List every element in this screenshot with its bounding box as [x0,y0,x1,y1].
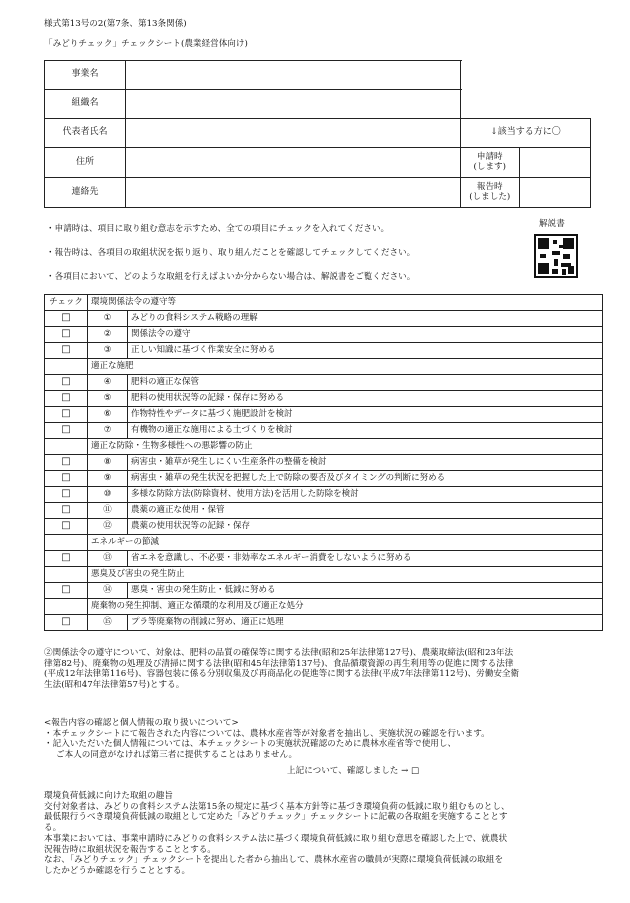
checkbox[interactable]: □ [45,583,88,599]
form-number: 様式第13号の2(第7条、第13条関係) [44,19,187,29]
section-header: 適正な防除・生物多様性への悪影響の防止 [88,439,603,455]
section-header: 廃棄物の発生抑制、適正な循環的な利用及び適正な処分 [88,599,603,615]
report-time-label: 報告時 (しました) [461,178,519,207]
item-number: ⑧ [88,455,128,471]
representative-label: 代表者氏名 [45,119,126,148]
report-time-mark-cell[interactable] [519,178,590,207]
manual-qr-code[interactable] [534,234,578,278]
checkbox[interactable]: □ [45,487,88,503]
representative-field[interactable] [126,119,461,148]
business-name-field[interactable] [126,61,461,90]
item-number: ⑩ [88,487,128,503]
note-manual: ・各項目において、どのような取組を行えばよいか分からない場合は、解説書をご覧ください。 [46,272,416,282]
section-header: 悪臭及び害虫の発生防止 [88,567,603,583]
item-number: ⑭ [88,583,128,599]
checkbox[interactable]: □ [45,375,88,391]
item-text: 関係法令の遵守 [128,327,603,343]
section-header: 適正な施肥 [88,359,603,375]
business-name-label: 事業名 [45,61,126,90]
address-label: 住所 [45,148,126,178]
item-text: 農薬の適正な使用・保管 [128,503,603,519]
item-number: ⑮ [88,615,128,631]
item-number: ④ [88,375,128,391]
checklist-table [44,294,603,631]
law-note: ②関係法令の遵守について、対象は、肥料の品質の確保等に関する法律(昭和25年法律第127号)、農薬取締法(昭和23年法 律第82号)、廃棄物の処理及び清掃に関する法律(昭和45年法律第137号)、食品循環資源の再生利用等の促進に関する法律 (平成12年法律第116号)、容器包装に係る分別収集及び再商品化の促進等に関する法律(平成7年法律第112号)、労働安全衛 生法(昭和47年法律第57号)とする。 [44,648,520,691]
checkbox[interactable]: □ [45,503,88,519]
item-text: 省エネを意識し、不必要・非効率なエネルギー消費をしないように努める [128,551,603,567]
contact-label: 連絡先 [45,178,126,208]
item-number: ⑪ [88,503,128,519]
sheet-title: 「みどりチェック」チェックシート(農業経営体向け) [44,39,248,49]
item-number: ⑫ [88,519,128,535]
item-number: ⑥ [88,407,128,423]
item-text: 作物特性やデータに基づく施肥設計を検討 [128,407,603,423]
checkbox[interactable]: □ [45,615,88,631]
checkbox[interactable]: □ [45,407,88,423]
item-number: ⑦ [88,423,128,439]
item-number: ⑤ [88,391,128,407]
checkbox[interactable]: □ [45,423,88,439]
privacy-section: <報告内容の確認と個人情報の取り扱いについて> ・本チェックシートにて報告された内容については、農林水産省等が対象者を抽出し、実施状況の確認を行います。 ・記入いただいた個人情報については、本チェックシートの実施状況確認のために農林水産省等で使用し、 ご本人の同意がなければ第三者に提供することはありません。 [44,718,490,761]
item-text: 多様な防除方法(防除資材、使用方法)を活用した防除を検討 [128,487,603,503]
item-number: ① [88,311,128,327]
item-text: 病害虫・雑草が発生しにくい生産条件の整備を検討 [128,455,603,471]
organization-label: 組織名 [45,90,126,119]
privacy-title: <報告内容の確認と個人情報の取り扱いについて> [44,718,239,728]
check-column-header: チェック [45,295,88,311]
item-number: ⑬ [88,551,128,567]
item-text: 病害虫・雑草の発生状況を把握した上で防除の要否及びタイミングの判断に努める [128,471,603,487]
checkbox[interactable]: □ [45,519,88,535]
item-number: ③ [88,343,128,359]
applicant-info-table [44,60,591,208]
purpose-title: 環境負荷低減に向けた取組の趣旨 [44,791,173,801]
address-field[interactable] [126,148,461,178]
contact-field[interactable] [126,178,461,208]
item-text: 有機物の適正な施用による土づくりを検討 [128,423,603,439]
checkbox[interactable]: □ [45,471,88,487]
item-text: みどりの食料システム戦略の理解 [128,311,603,327]
apply-time-label: 申請時 (します) [461,148,519,177]
purpose-section: 環境負荷低減に向けた取組の趣旨 交付対象者は、みどりの食料システム法第15条の規定に基づく基本方針等に基づき環境負荷の低減に取り組むものとし、 最低限行うべき環境負荷低減の取組として定めた「みどりチェック」チェックシートに記載の各取組を実施することとす る。 本事業においては、事業申請時にみどりの食料システム法に基づく環境負荷低減に取り組む意思を確認した上で、就農状 況報告時に取組状況を報告することとする。 なお、「みどりチェック」チェックシートを提出した者から抽出して、農林水産省の職員が実際に環境負荷低減の取組を したかどうか確認を行うこととする。 [44,791,510,877]
checkbox[interactable]: □ [45,551,88,567]
checkbox[interactable]: □ [45,343,88,359]
item-text: 正しい知識に基づく作業安全に努める [128,343,603,359]
item-text: 肥料の使用状況等の記録・保存に努める [128,391,603,407]
note-apply: ・申請時は、項目に取り組む意志を示すため、全ての項目にチェックを入れてください。 [46,224,390,234]
apply-time-mark-cell[interactable] [519,148,590,177]
section-header: エネルギーの節減 [88,535,603,551]
mark-instruction: ↓該当する方に〇 [461,119,591,148]
organization-field[interactable] [126,90,461,119]
checkbox[interactable]: □ [45,391,88,407]
checkbox[interactable]: □ [45,311,88,327]
item-text: 農薬の使用状況等の記録・保存 [128,519,603,535]
item-number: ② [88,327,128,343]
item-text: 肥料の適正な保管 [128,375,603,391]
note-report: ・報告時は、各項目の取組状況を振り返り、取り組んだことを確認してチェックしてください。 [46,248,416,258]
checkbox[interactable]: □ [45,455,88,471]
checkbox[interactable]: □ [45,327,88,343]
privacy-confirm-checkbox[interactable]: 上記について、確認しました → □ [287,766,420,776]
item-text: 悪臭・害虫の発生防止・低減に努める [128,583,603,599]
item-number: ⑨ [88,471,128,487]
section-header: 環境関係法令の遵守等 [88,295,603,311]
manual-label: 解説書 [539,219,565,229]
item-text: プラ等廃棄物の削減に努め、適正に処理 [128,615,603,631]
